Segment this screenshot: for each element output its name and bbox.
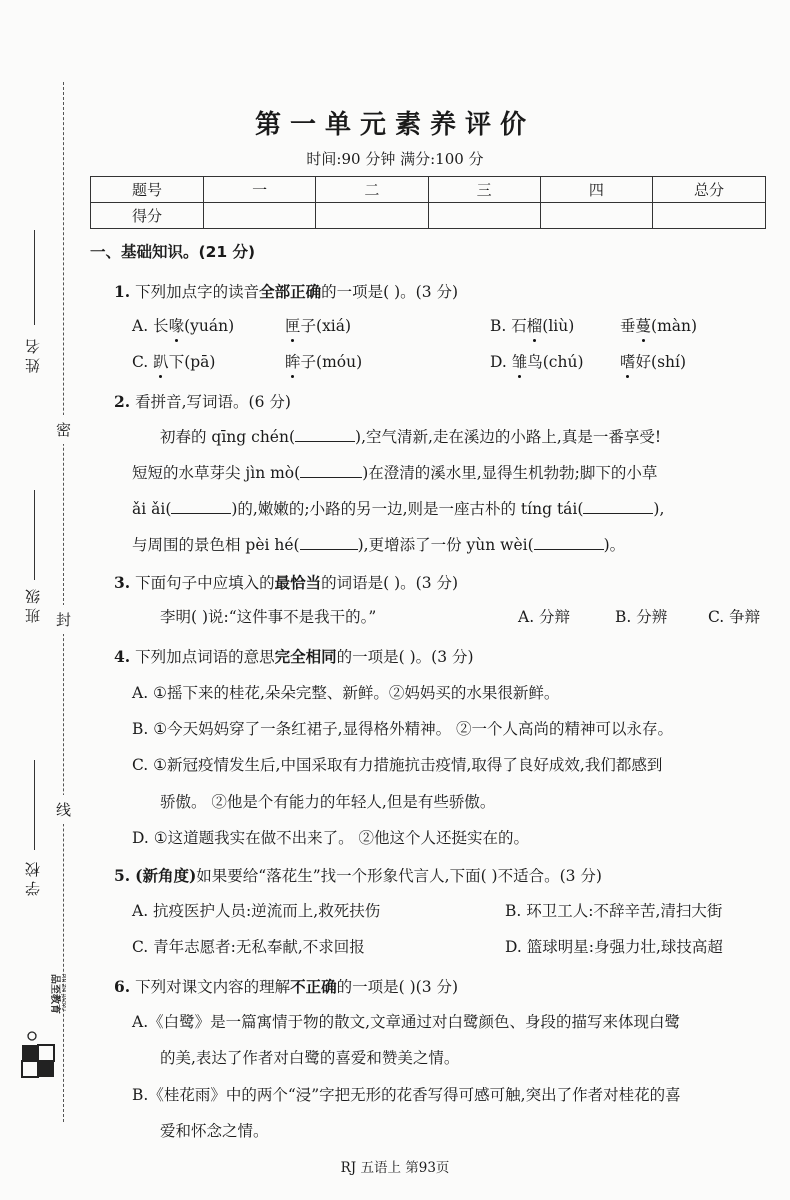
question-text: 的词语是( )。(3 分) (321, 574, 459, 592)
score-cell[interactable] (428, 203, 540, 229)
q4-option-c-line-2: 骄傲。 ②他是个有能力的年轻人,但是有些骄傲。 (160, 793, 496, 811)
q3-option-a: A. 分辩 (518, 608, 571, 626)
score-row-label: 得分 (91, 203, 204, 229)
logo-subtext: PIN ZHI JIAOYU (60, 974, 66, 1011)
question-6 (114, 975, 458, 997)
score-cell[interactable] (204, 203, 316, 229)
question-text: 如果要给“落花生”找一个形象代言人,下面( )不适合。(3 分) (196, 867, 602, 885)
question-number: 4. (114, 647, 131, 666)
question-emphasis: 最恰当 (274, 573, 322, 592)
question-text: 看拼音,写词语。(6 分) (135, 393, 291, 411)
question-number: 1. (114, 282, 131, 301)
q3-option-b: B. 分辨 (615, 608, 668, 626)
score-header-cell: 二 (316, 177, 428, 203)
q5-option-b: B. 环卫工人:不辞辛苦,清扫大街 (505, 902, 723, 920)
answer-blank[interactable] (295, 426, 355, 442)
name-underline (34, 230, 35, 325)
q3-sentence: 李明( )说:“这件事不是我干的。” (160, 608, 377, 626)
question-4 (114, 645, 474, 667)
q1-option-c: C. 趴下(pā) (132, 350, 215, 372)
question-number: 2. (114, 392, 131, 411)
bind-char-mi: 密 (56, 415, 71, 444)
question-5 (114, 864, 602, 886)
score-table-score-row (91, 203, 766, 229)
question-text: 下列加点词语的意思 (135, 648, 275, 666)
score-header-cell: 三 (428, 177, 540, 203)
q1-option-b-second: 垂蔓(màn) (620, 314, 697, 336)
class-label: 班级 (24, 585, 42, 623)
name-label: 姓名 (24, 335, 42, 373)
bind-char-xian: 线 (56, 795, 71, 824)
question-text: 的一项是( )。(3 分) (336, 648, 474, 666)
page-footer: RJ 五语上 第93页 (340, 1160, 450, 1176)
q1-option-a: A. 长喙(yuán) (132, 314, 234, 336)
answer-blank[interactable] (583, 498, 653, 514)
q5-option-d: D. 篮球明星:身强力壮,球技高超 (505, 938, 723, 956)
question-text: 下面句子中应填入的 (135, 574, 275, 592)
question-text: 的一项是( )(3 分) (336, 978, 459, 996)
score-cell[interactable] (316, 203, 428, 229)
section-heading: 一、基础知识。(21 分) (90, 243, 256, 261)
question-emphasis: 完全相同 (274, 647, 337, 666)
q1-option-b: B. 石榴(liù) (490, 314, 574, 336)
question-text: 的一项是( )。(3 分) (321, 283, 459, 301)
q4-option-c-line-1: C. ①新冠疫情发生后,中国采取有力措施抗击疫情,取得了良好成效,我们都感到 (132, 756, 663, 774)
q2-line-2: 短短的水草芽尖 jìn mò( )在澄清的溪水里,显得生机勃勃;脚下的小草 (132, 464, 658, 482)
score-cell[interactable] (653, 203, 766, 229)
answer-blank[interactable] (300, 534, 358, 550)
question-tag: (新角度) (135, 866, 197, 885)
question-2 (114, 390, 291, 412)
q6-option-a-line-1: A.《白鹭》是一篇寓情于物的散文,文章通过对白鹭颜色、身段的描写来体现白鹭 (132, 1013, 681, 1031)
time-score-info: 时间:90 分钟 满分:100 分 (306, 150, 484, 168)
binding-dashed-line (63, 82, 64, 1122)
q6-option-a-line-2: 的美,表达了作者对白鹭的喜爱和赞美之情。 (160, 1049, 460, 1067)
question-number: 5. (114, 866, 131, 885)
q4-option-a: A. ①摇下来的桂花,朵朵完整、新鲜。②妈妈买的水果很新鲜。 (132, 684, 560, 702)
school-underline (34, 760, 35, 850)
q1-option-c-second: 眸子(móu) (285, 350, 362, 372)
page-title: 第一单元素养评价 (254, 110, 535, 140)
q2-line-3: ǎi ǎi( )的,嫩嫩的;小路的另一边,则是一座古朴的 tíng tái( ), (132, 500, 665, 518)
q2-line-1: 初春的 qīng chén( ),空气清新,走在溪边的小路上,真是一番享受! (160, 428, 662, 446)
question-3 (114, 571, 458, 593)
question-text: 下列对课文内容的理解 (135, 978, 291, 996)
q4-option-b: B. ①今天妈妈穿了一条红裙子,显得格外精神。 ②一个人高尚的精神可以永存。 (132, 720, 673, 738)
question-emphasis: 不正确 (290, 977, 337, 996)
q2-line-4: 与周围的景色相 pèi hé( ),更增添了一份 yùn wèi( )。 (132, 536, 626, 554)
class-underline (34, 490, 35, 580)
score-header-cell: 题号 (91, 177, 204, 203)
answer-blank[interactable] (171, 498, 231, 514)
score-table-header-row (91, 177, 766, 203)
q1-option-d: D. 雏鸟(chú) (490, 350, 584, 372)
question-emphasis: 全部正确 (259, 282, 322, 301)
score-cell[interactable] (540, 203, 652, 229)
q6-option-b-line-1: B.《桂花雨》中的两个“浸”字把无形的花香写得可感可触,突出了作者对桂花的喜 (132, 1086, 681, 1104)
question-1 (114, 280, 458, 302)
q5-option-a: A. 抗疫医护人员:逆流而上,救死扶伤 (132, 902, 381, 920)
question-number: 3. (114, 573, 131, 592)
bind-char-feng: 封 (56, 605, 71, 634)
q1-option-d-second: 嗜好(shí) (620, 350, 686, 372)
q3-option-c: C. 争辩 (708, 608, 761, 626)
score-header-cell: 总分 (653, 177, 766, 203)
score-header-cell: 四 (540, 177, 652, 203)
answer-blank[interactable] (534, 534, 604, 550)
q1-option-a-second: 匣子(xiá) (285, 314, 351, 336)
q6-option-b-line-2: 爱和怀念之情。 (160, 1122, 269, 1140)
score-header-cell: 一 (204, 177, 316, 203)
logo-text: 品至教育 (49, 974, 60, 1014)
question-text: 下列加点字的读音 (135, 283, 260, 301)
publisher-logo (14, 970, 64, 1090)
answer-blank[interactable] (300, 462, 362, 478)
score-table (90, 176, 766, 229)
school-label: 学校 (24, 858, 42, 896)
q4-option-d: D. ①这道题我实在做不出来了。 ②他这个人还挺实在的。 (132, 829, 530, 847)
question-number: 6. (114, 977, 131, 996)
q5-option-c: C. 青年志愿者:无私奉献,不求回报 (132, 938, 365, 956)
